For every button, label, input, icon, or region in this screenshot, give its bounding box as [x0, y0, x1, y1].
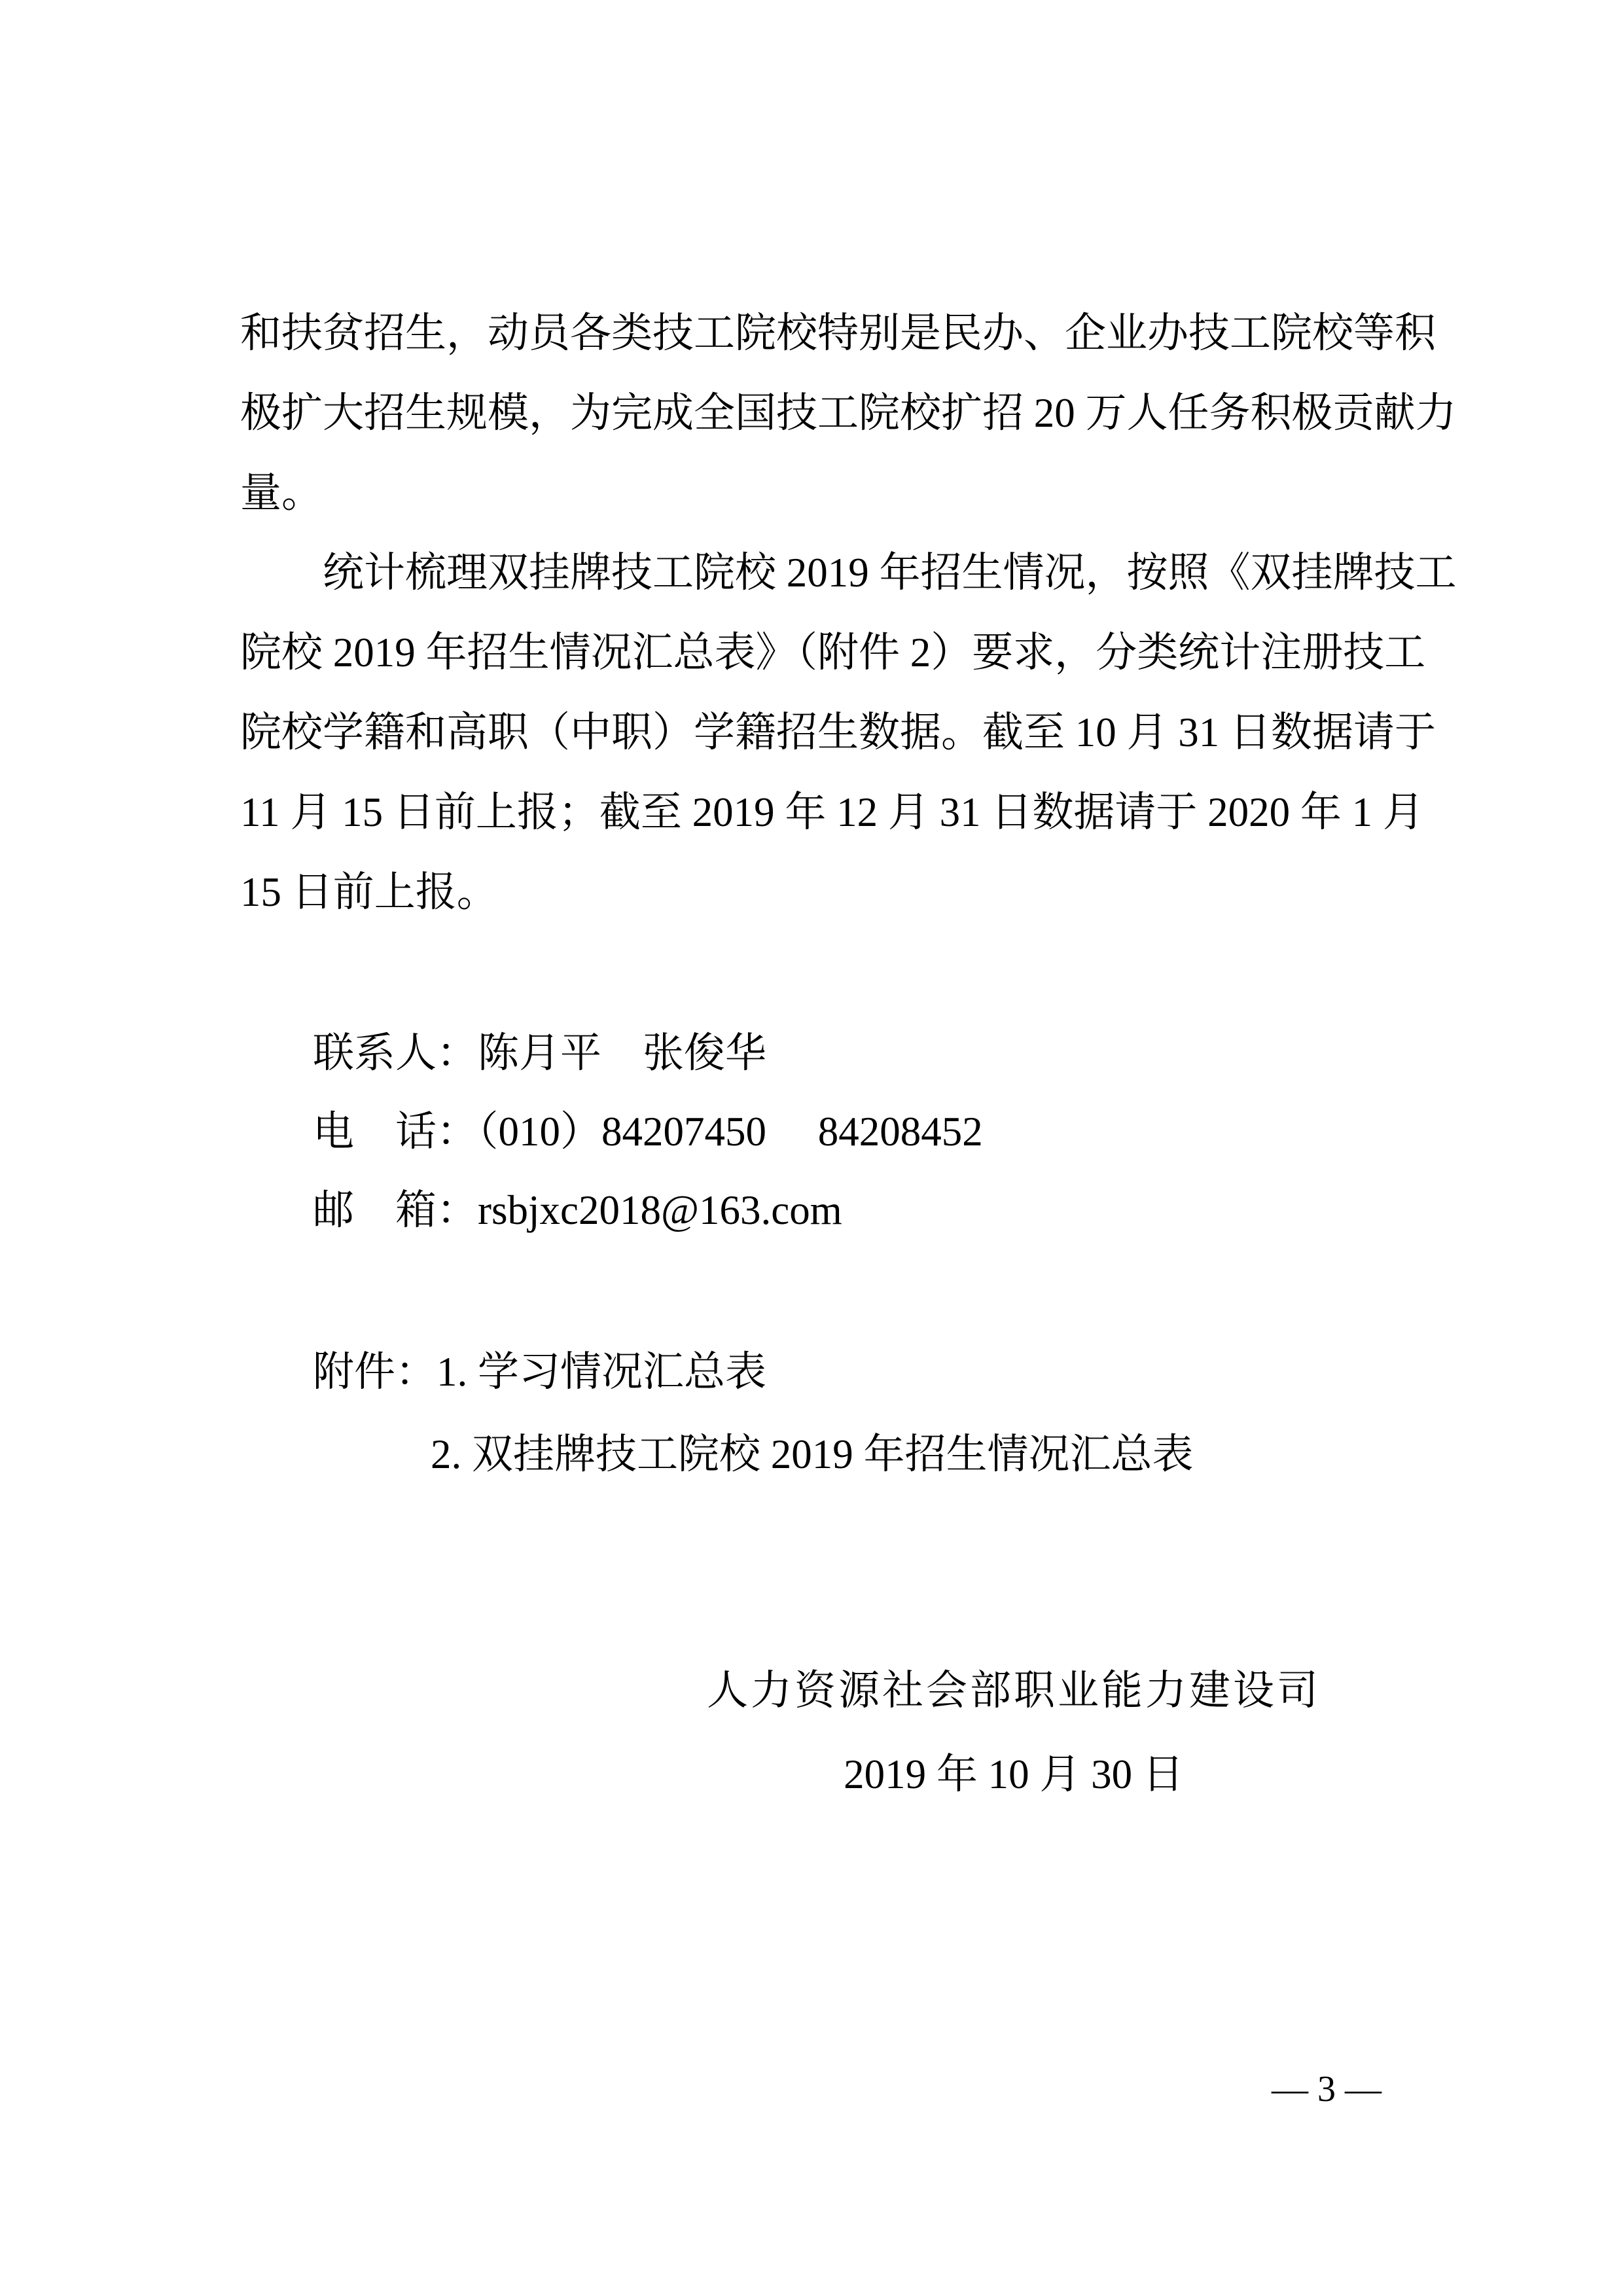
- text-line: 11 月 15 日前上报；截至 2019 年 12 月 31 日数据请于 2020 年 1 月: [240, 789, 1424, 835]
- text-line: 极扩大招生规模，为完成全国技工院校扩招 20 万人任务积极贡献力: [240, 390, 1457, 436]
- text-line: 联系人：陈月平 张俊华: [313, 1030, 766, 1076]
- attachment-list: [313, 1331, 1194, 1496]
- text-line: 院校 2019 年招生情况汇总表》（附件 2）要求，分类统计注册技工: [240, 630, 1426, 675]
- signature-date: 2019 年 10 月 30 日: [844, 1751, 1184, 1797]
- text-line: 量。: [240, 470, 323, 516]
- paragraph-statistics-instruction: [240, 533, 1457, 932]
- text-line: 统计梳理双挂牌技工院校 2019 年招生情况，按照《双挂牌技工: [323, 550, 1457, 596]
- body-paragraphs: [240, 293, 1457, 932]
- paragraph-continuation: [240, 293, 1457, 533]
- page-number: — 3 —: [1272, 2069, 1382, 2109]
- text-line: 2. 双挂牌技工院校 2019 年招生情况汇总表: [431, 1431, 1194, 1477]
- text-line: 邮 箱：rsbjxc2018@163.com: [313, 1187, 842, 1233]
- contact-info-block: [313, 1014, 983, 1249]
- signature-organization: 人力资源社会部职业能力建设司: [707, 1668, 1321, 1713]
- text-line: 15 日前上报。: [240, 869, 498, 915]
- text-line: 院校学籍和高职（中职）学籍招生数据。截至 10 月 31 日数据请于: [240, 709, 1436, 755]
- text-line: 附件：1. 学习情况汇总表: [313, 1349, 766, 1395]
- text-line: 和扶贫招生，动员各类技工院校特别是民办、企业办技工院校等积: [240, 310, 1436, 356]
- signature-block: [707, 1649, 1321, 1816]
- text-line: 电 话：（010）84207450 84208452: [313, 1109, 983, 1155]
